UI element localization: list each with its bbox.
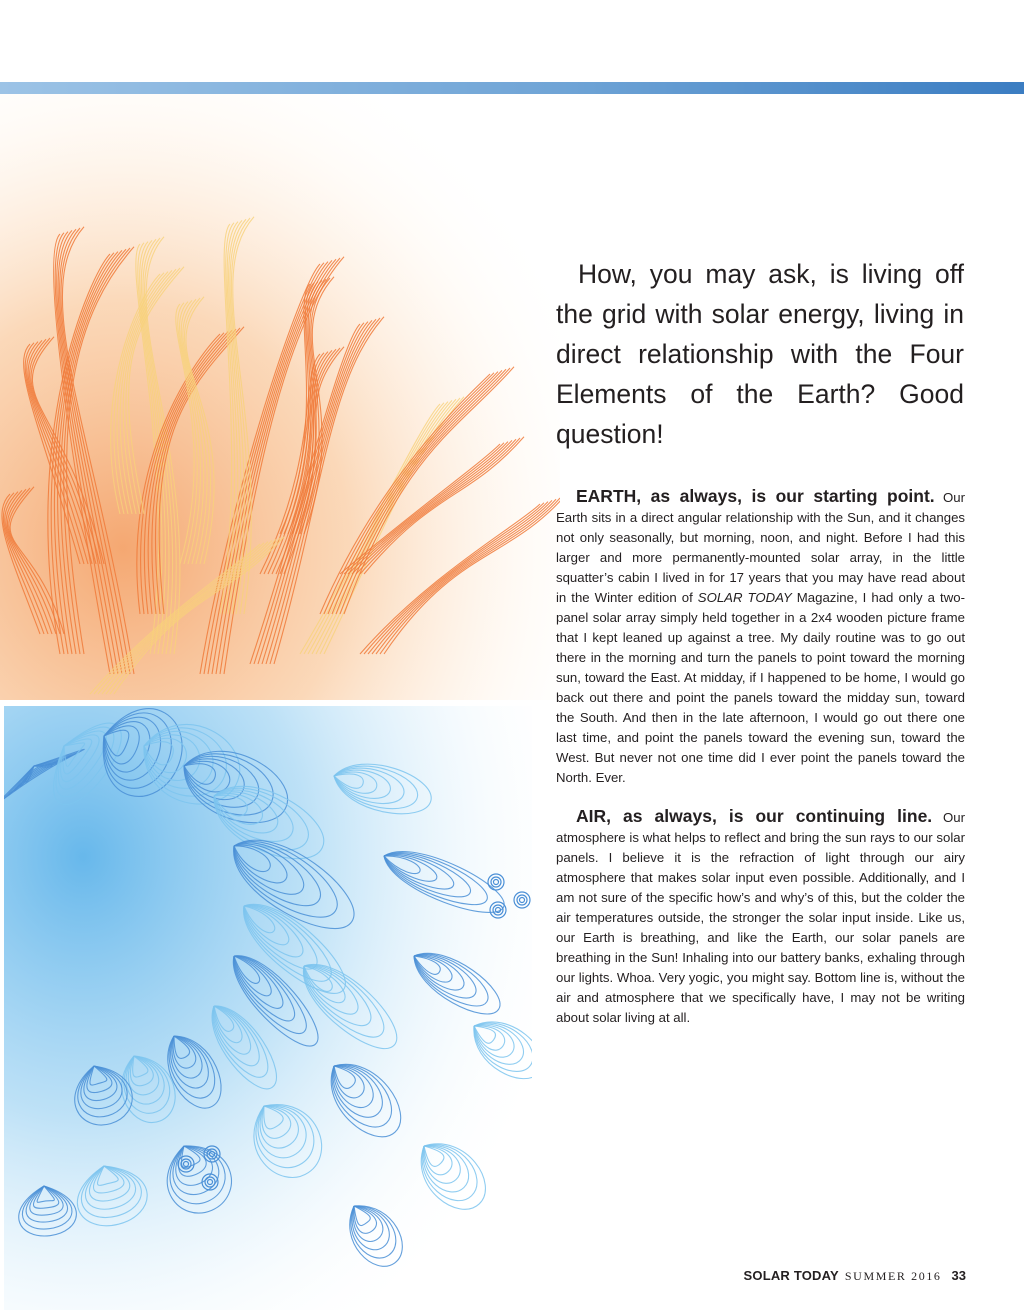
fire-illustration [0, 94, 560, 700]
earth-section [556, 486, 965, 788]
magazine-title-italic: SOLAR TODAY [697, 590, 792, 605]
earth-heading: EARTH, as always, is our starting point. [576, 486, 935, 506]
lede-question [556, 254, 964, 454]
air-body: Our atmosphere is what helps to reflect and bring the sun rays to our solar panels. I believe it is the refraction of light through our airy atmosphere that makes solar input even possible. Additionally, and I am not sure of the specific how’s and why’s of this, but the colder the air temperatures outside, the stronger the solar input inside. Like us, our Earth is breathing, and like the Earth, our solar panels are breathing in the Sun! Inhaling into our battery banks, exhaling through our lights. Whoa. Very yogic, you might say. Bottom line is, without the air and atmosphere that we specifically have, I may not be writing about solar living at all. [556, 810, 965, 1025]
air-section [556, 806, 965, 1028]
earth-body-part-1: Our Earth sits in a direct angular relationship with the Sun, and it changes not only seasonally, but morning, noon, and night. Before I had this larger and more permanently-mounted solar array, in the little squatter’s cabin I lived in for 17 years that you may have read about in the Winter edition of [556, 490, 965, 605]
lede-text: How, you may ask, is living off the grid with solar energy, living in direct relationship with the Four Elements of the Earth? Good question! [556, 259, 964, 449]
fire-flames-graphic [0, 94, 560, 700]
top-color-band [0, 82, 1024, 94]
footer-magazine-name: SOLAR TODAY [743, 1268, 839, 1283]
air-heading: AIR, as always, is our continuing line. [576, 806, 933, 826]
page-number: 33 [951, 1268, 966, 1283]
page-footer [744, 1268, 966, 1284]
air-illustration [4, 706, 532, 1310]
earth-body-part-2: Magazine, I had only a two-panel solar array simply held together in a 2x4 wooden picture frame that I kept leaned up against a tree. My daily routine was to go out there in the morning and turn the panels to point toward the morning sun, toward the East. At midday, if I happened to be home, I would go back out there and point the panels toward the midday sun, toward the South. And then in the late afternoon, I would go out there one last time, and point the panels toward the evening sun, toward the West. But never not one time did I ever point the panels toward the North. Ever. [556, 590, 965, 785]
footer-issue: SUMMER 2016 [844, 1269, 942, 1283]
air-swirls-graphic [4, 706, 532, 1310]
